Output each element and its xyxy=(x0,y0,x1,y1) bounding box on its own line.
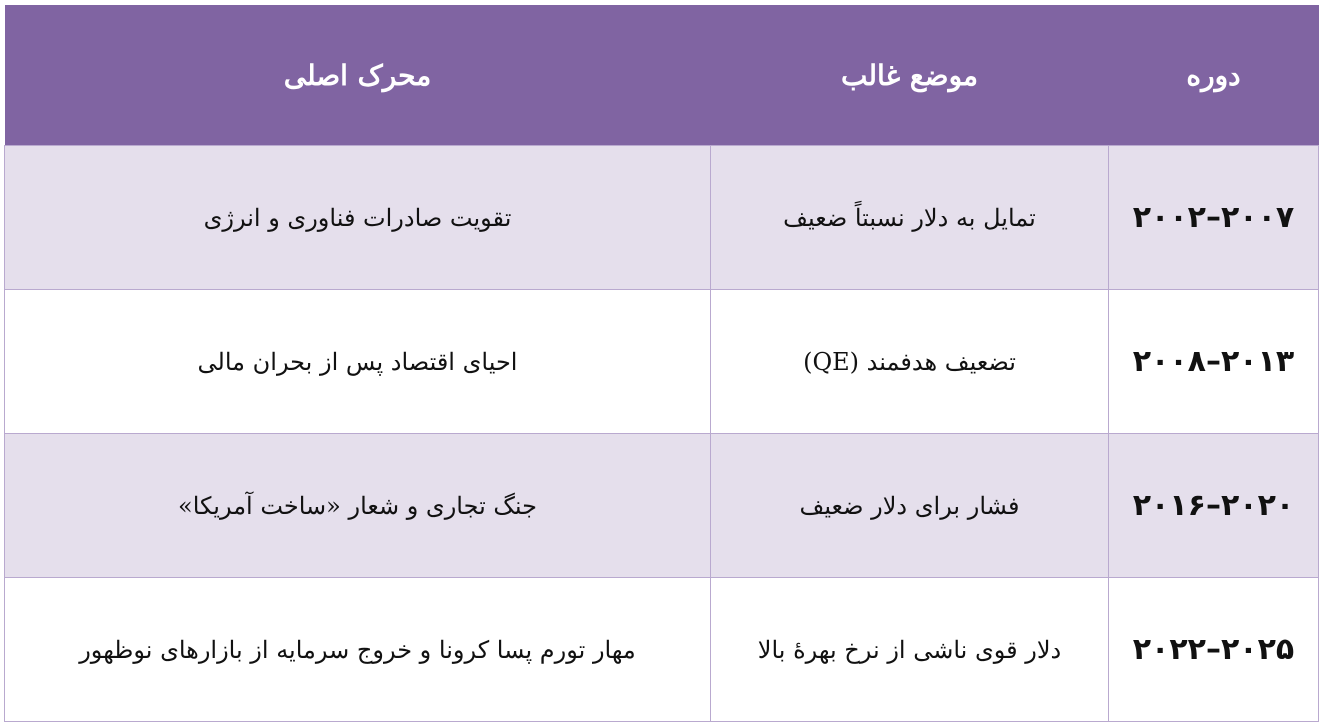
cell-period: ۲۰۰۷–۲۰۰۲ xyxy=(1109,146,1319,290)
table-header xyxy=(5,5,1319,146)
table-row xyxy=(5,434,1319,578)
table-body xyxy=(5,146,1319,722)
cell-driver: مهار تورم پسا کرونا و خروج سرمایه از بازارهای نوظهور xyxy=(5,578,711,722)
table-row xyxy=(5,578,1319,722)
table-row xyxy=(5,290,1319,434)
cell-stance: فشار برای دلار ضعیف xyxy=(711,434,1109,578)
cell-stance: تمایل به دلار نسبتاً ضعیف xyxy=(711,146,1109,290)
cell-stance: تضعیف هدفمند (QE) xyxy=(711,290,1109,434)
header-row xyxy=(5,5,1319,146)
cell-stance: دلار قوی ناشی از نرخ بهرهٔ بالا xyxy=(711,578,1109,722)
header-driver: محرک اصلی xyxy=(5,5,711,146)
cell-driver: تقویت صادرات فناوری و انرژی xyxy=(5,146,711,290)
cell-driver: جنگ تجاری و شعار «ساخت آمریکا» xyxy=(5,434,711,578)
cell-period: ۲۰۲۰–۲۰۱۶ xyxy=(1109,434,1319,578)
dollar-policy-table xyxy=(4,5,1319,722)
table-row xyxy=(5,146,1319,290)
cell-period: ۲۰۲۵–۲۰۲۲ xyxy=(1109,578,1319,722)
header-stance: موضع غالب xyxy=(711,5,1109,146)
header-period: دوره xyxy=(1109,5,1319,146)
cell-driver: احیای اقتصاد پس از بحران مالی xyxy=(5,290,711,434)
cell-period: ۲۰۱۳–۲۰۰۸ xyxy=(1109,290,1319,434)
